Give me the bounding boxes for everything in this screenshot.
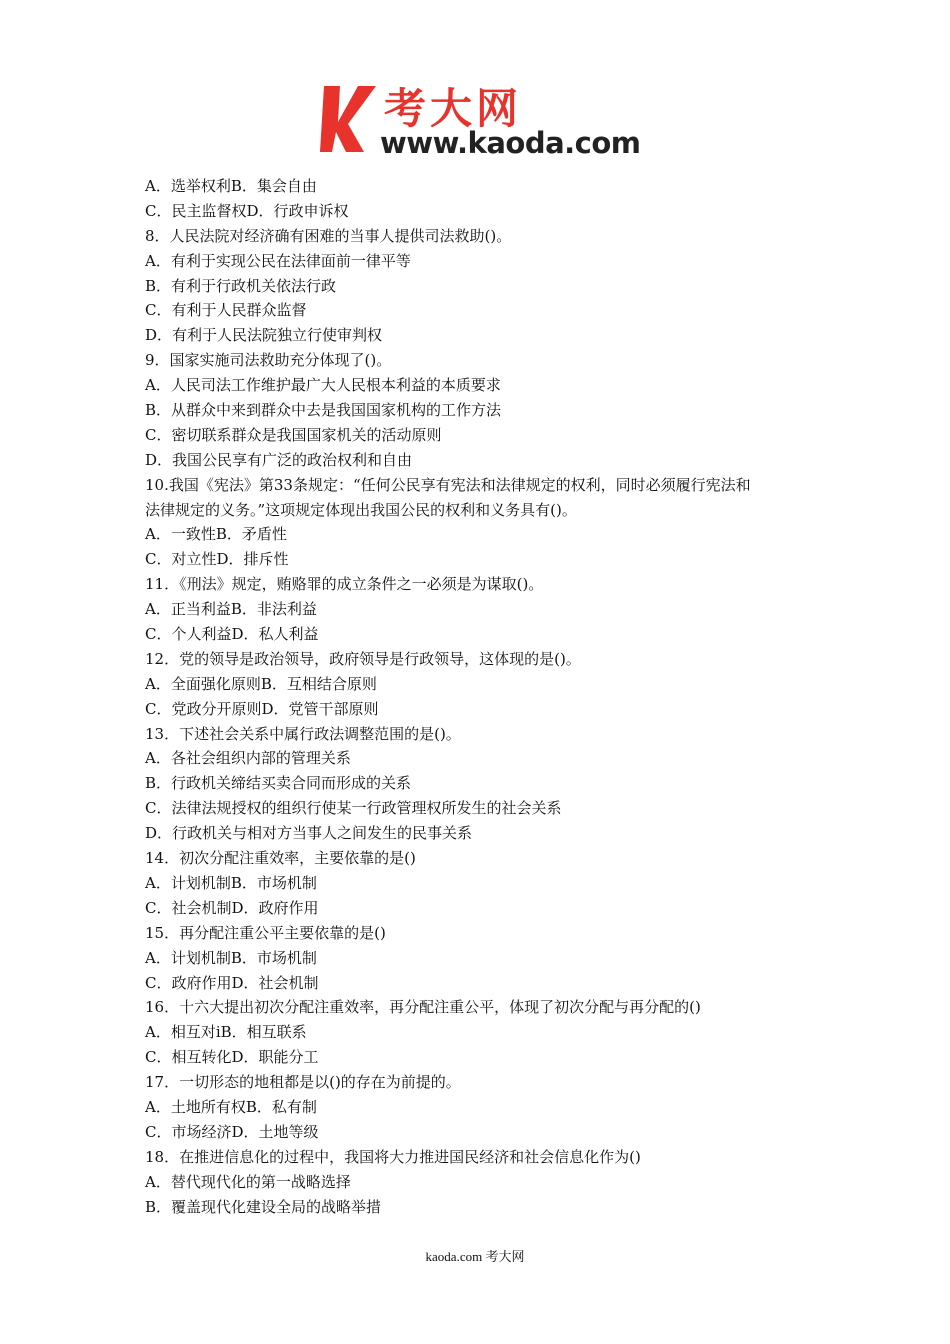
text-line: A．替代现代化的第一战略选择 [145, 1172, 351, 1191]
logo-url: www.kaoda.com [380, 126, 641, 160]
text-line: B．从群众中来到群众中去是我国国家机构的工作方法 [145, 401, 502, 420]
question-line: 12．党的领导是政治领导，政府领导是行政领导，这体现的是()。 [145, 649, 581, 668]
text-line: A．选举权利B．集会自由 [145, 177, 317, 195]
text-line: A．一致性B．矛盾性 [145, 525, 287, 544]
text-line: A．正当利益B．非法利益 [145, 600, 317, 619]
text-line: C．政府作用D．社会机制 [145, 973, 319, 992]
logo-text: 考大网 [384, 84, 523, 133]
text-line: A．计划机制B．市场机制 [145, 873, 317, 892]
site-logo[interactable] [318, 78, 641, 162]
text-line: B．行政机关缔结买卖合同而形成的关系 [145, 774, 412, 793]
text-line: A．相互对iB．相互联系 [145, 1023, 307, 1042]
question-line: 11．《刑法》规定，贿赂罪的成立条件之一必须是为谋取()。 [145, 575, 544, 594]
text-line: D．我国公民享有广泛的政治权利和自由 [145, 450, 413, 469]
document-body [145, 174, 825, 1219]
text-line: C．党政分开原则D．党管干部原则 [145, 699, 379, 718]
question-line: 9．国家实施司法救助充分体现了()。 [145, 351, 392, 370]
text-line: A．各社会组织内部的管理关系 [145, 749, 351, 768]
text-line: A．土地所有权B．私有制 [145, 1097, 317, 1116]
k-logo-icon [318, 82, 380, 154]
text-line: C．法律法规授权的组织行使某一行政管理权所发生的社会关系 [145, 799, 562, 818]
text-line: A．全面强化原则B．互相结合原则 [145, 674, 377, 693]
text-line: B．覆盖现代化建设全局的战略举措 [145, 1197, 382, 1216]
text-line: D．有利于人民法院独立行使审判权 [145, 326, 383, 345]
question-line: 13．下述社会关系中属行政法调整范围的是()。 [145, 724, 461, 743]
text-line: C．对立性D．排斥性 [145, 550, 289, 569]
question-line: 10.我国《宪法》第33条规定：“任何公民享有宪法和法律规定的权利，同时必须履行宪法和 [145, 475, 751, 494]
text-line: B．有利于行政机关依法行政 [145, 276, 337, 295]
text-line: C．社会机制D．政府作用 [145, 898, 319, 917]
question-line: 14．初次分配注重效率，主要依靠的是() [145, 849, 416, 868]
text-line: 法律规定的义务。”这项规定体现出我国公民的权利和义务具有()。 [145, 500, 577, 519]
text-line: A．计划机制B．市场机制 [145, 948, 317, 967]
text-line: C．相互转化D．职能分工 [145, 1048, 319, 1067]
question-line: 8．人民法院对经济确有困难的当事人提供司法救助()。 [145, 226, 512, 245]
question-line: 16．十六大提出初次分配注重效率，再分配注重公平，体现了初次分配与再分配的() [145, 998, 701, 1017]
question-line: 18．在推进信息化的过程中，我国将大力推进国民经济和社会信息化作为() [145, 1147, 641, 1166]
text-line: C．密切联系群众是我国国家机关的活动原则 [145, 425, 442, 444]
question-line: 17．一切形态的地租都是以()的存在为前提的。 [145, 1073, 461, 1092]
text-line: C．市场经济D．土地等级 [145, 1122, 319, 1141]
page-footer: kaoda.com 考大网 [425, 1249, 525, 1264]
text-line: C．有利于人民群众监督 [145, 301, 307, 320]
text-line: D．行政机关与相对方当事人之间发生的民事关系 [145, 824, 473, 843]
question-line: 15．再分配注重公平主要依靠的是() [145, 923, 386, 942]
text-line: A．人民司法工作维护最广大人民根本利益的本质要求 [145, 376, 501, 395]
text-line: C．个人利益D．私人利益 [145, 625, 319, 644]
text-line: C．民主监督权D．行政申诉权 [145, 201, 349, 220]
text-line: A．有利于实现公民在法律面前一律平等 [145, 251, 411, 270]
